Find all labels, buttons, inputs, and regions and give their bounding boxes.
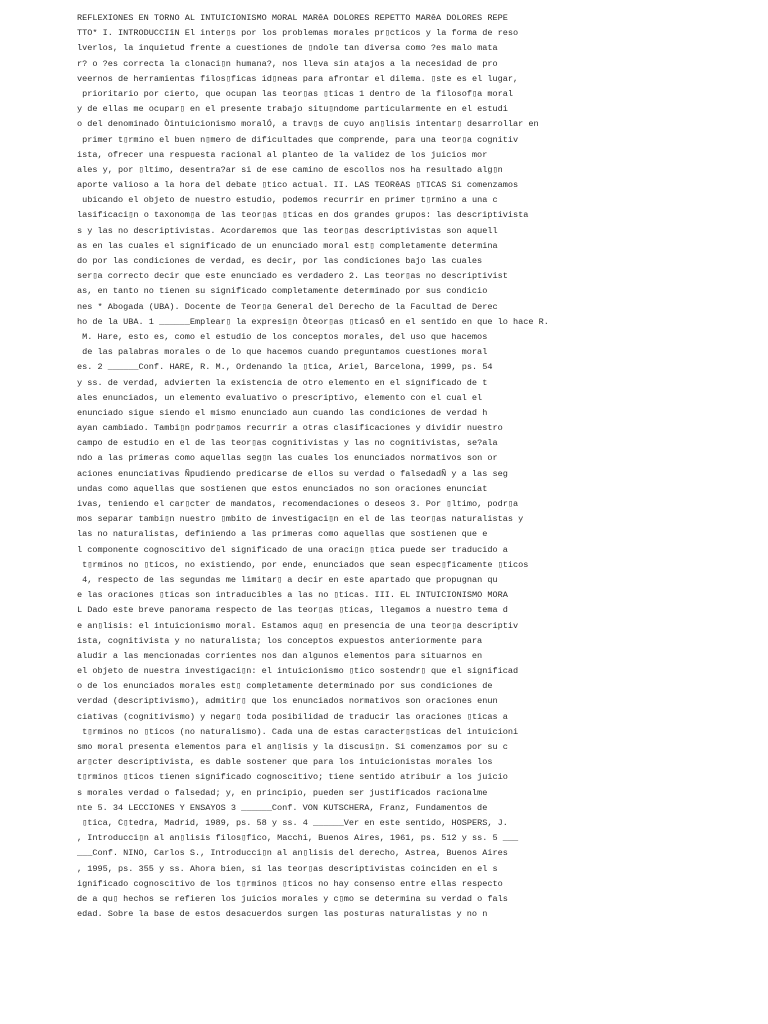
text-line: r? o ?es correcta la clonaci▯n humana?, nos lleva sin atajos a la necesidad de pro	[77, 58, 498, 69]
text-line: ista, cognitivista y no naturalista; los conceptos expuestos anteriormente para	[77, 635, 483, 646]
text-line: ayan cambiado. Tambi▯n podr▯amos recurrir a otras clasificaciones y dividir nuestro	[77, 423, 503, 434]
text-line: l componente cognoscitivo del significado de una oraci▯n ▯tica puede ser traducido a	[77, 544, 508, 555]
text-line: ales y, por ▯ltimo, desentra?ar si de ese camino de escollos nos ha resultado alg▯n	[77, 164, 503, 175]
text-line: as en las cuales el significado de un enunciado moral est▯ completamente determina	[77, 240, 498, 251]
text-line: 4, respecto de las segundas me limitar▯ a decir en este apartado que propugnan qu	[77, 574, 498, 585]
text-line: s morales verdad o falsedad; y, en principio, pueden ser justificados racionalme	[77, 787, 488, 798]
text-line: prioritario por cierto, que ocupan las teor▯as ▯ticas 1 dentro de la filosof▯a moral	[77, 88, 514, 99]
text-line: t▯rminos no ▯ticos, no existiendo, por ende, enunciados que sean espec▯ficamente ▯ticos	[77, 559, 529, 570]
text-line: e las oraciones ▯ticas son intraducibles a las no ▯ticas. III. EL INTUICIONISMO MORA	[77, 590, 508, 601]
text-line: lasificaci▯n o taxonom▯a de las teor▯as ▯ticas en dos grandes grupos: las descriptivista	[77, 210, 529, 221]
text-line: REFLEXIONES EN TORNO AL INTUICIONISMO MORAL MARêA DOLORES REPETTO MARêA DOLORES REPE	[77, 13, 508, 23]
text-line: as, en tanto no tienen su significado completamente determinado por sus condicio	[77, 286, 488, 297]
text-line: ubicando el objeto de nuestro estudio, podemos recurrir en primer t▯rmino a una c	[77, 195, 498, 206]
text-line: edad. Sobre la base de estos desacuerdos surgen las posturas naturalistas y no n	[77, 909, 488, 920]
text-line: t▯rminos no ▯ticos (no naturalismo). Cada una de estas caracter▯sticas del intuicioni	[77, 726, 519, 737]
text-line: ar▯cter descriptivista, es dable sostener que para los intuicionistas morales los	[77, 757, 493, 768]
text-line: smo moral presenta elementos para el an▯lisis y la discusi▯n. Si comenzamos por su c	[77, 742, 508, 752]
text-line: ndo a las primeras como aquellas seg▯n las cuales los enunciados normativos son or	[77, 453, 498, 464]
text-line: el objeto de nuestra investigaci▯n: el intuicionismo ▯tico sostendr▯ que el significad	[77, 666, 519, 677]
text-line: L Dado este breve panorama respecto de las teor▯as ▯ticas, llegamos a nuestro tema d	[77, 605, 508, 616]
text-line: o del denominado Òintuicionismo moralÓ, a trav▯s de cuyo an▯lisis intentar▯ desarrollar en	[77, 119, 539, 130]
text-line: de las palabras morales o de lo que hacemos cuando preguntamos cuestiones moral	[77, 347, 488, 358]
text-line: enunciado sigue siendo el mismo enunciado aun cuando las condiciones de verdad h	[77, 407, 488, 418]
text-line: ales enunciados, un elemento evaluativo o prescriptivo, elemento con el cual el	[77, 392, 483, 403]
text-line: y ss. de verdad, advierten la existencia de otro elemento en el significado de t	[77, 377, 488, 388]
text-line: ivas, teniendo el car▯cter de mandatos, recomendaciones o deseos 3. Por ▯ltimo, podr▯a	[77, 499, 519, 509]
text-line: ho de la UBA. 1 ______Emplear▯ la expresi▯n Òteor▯as ▯ticasÓ en el sentido en que lo hace R.	[77, 316, 549, 327]
body-text	[77, 11, 767, 922]
text-line: t▯rminos ▯ticos tienen significado cognoscitivo; tiene sentido atribuir a los juicio	[77, 772, 508, 783]
text-line: , 1995, ps. 355 y ss. Ahora bien, si las teor▯as descriptivistas coinciden en el s	[77, 863, 498, 874]
text-line: ___Conf. NINO, Carlos S., Introducci▯n al an▯lisis del derecho, Astrea, Buenos Aires	[77, 848, 508, 859]
text-line: aludir a las mencionadas corrientes nos dan algunos elementos para situarnos en	[77, 650, 483, 661]
text-line: ▯tica, C▯tedra, Madrid, 1989, ps. 58 y ss. 4 ______Ver en este sentido, HOSPERS, J.	[77, 817, 508, 828]
text-line: verdad (descriptivismo), admitir▯ que los enunciados normativos son oraciones enun	[77, 696, 498, 707]
text-line: ser▯a correcto decir que este enunciado es verdadero 2. Las teor▯as no descriptivist	[77, 271, 508, 282]
text-line: s y las no descriptivistas. Acordaremos que las teor▯as descriptivistas son aquell	[77, 225, 498, 236]
text-line: veernos de herramientas filos▯ficas id▯neas para afrontar el dilema. ▯ste es el lugar,	[77, 73, 519, 84]
text-line: campo de estudio en el de las teor▯as cognitivistas y las no cognitivistas, se?ala	[77, 438, 498, 449]
text-line: ista, ofrecer una respuesta racional al planteo de la validez de los juicios mor	[77, 149, 488, 160]
text-line: nes * Abogada (UBA). Docente de Teor▯a General del Derecho de la Facultad de Derec	[77, 301, 498, 312]
text-line: undas como aquellas que sostienen que estos enunciados no son oraciones enunciat	[77, 483, 488, 494]
text-line: do por las condiciones de verdad, es decir, por las condiciones bajo las cuales	[77, 256, 483, 266]
text-line: e an▯lisis: el intuicionismo moral. Estamos aqu▯ en presencia de una teor▯a descriptiv	[77, 620, 519, 631]
text-line: es. 2 ______Conf. HARE, R. M., Ordenando la ▯tica, Ariel, Barcelona, 1999, ps. 54	[77, 362, 493, 373]
text-line: de a qu▯ hechos se refieren los juicios morales y c▯mo se determina su verdad o fals	[77, 893, 508, 904]
text-line: ignificado cognoscitivo de los t▯rminos ▯ticos no hay consenso entre ellas respecto	[77, 878, 503, 889]
text-line: o de los enunciados morales est▯ completamente determinado por sus condiciones de	[77, 681, 493, 692]
text-line: M. Hare, esto es, como el estudio de los conceptos morales, del uso que hacemos	[77, 331, 488, 342]
text-line: nte 5. 34 LECCIONES Y ENSAYOS 3 ______Conf. VON KUTSCHERA, Franz, Fundamentos de	[77, 802, 488, 813]
text-line: aciones enunciativas Ñpudiendo predicarse de ellos su verdad o falsedadÑ y a las seg	[77, 468, 508, 479]
text-line: mos separar tambi▯n nuestro ▯mbito de investigaci▯n en el de las teor▯as naturalistas y	[77, 514, 524, 525]
text-line: ciativas (cognitivismo) y negar▯ toda posibilidad de traducir las oraciones ▯ticas a	[77, 711, 508, 722]
text-line: las no naturalistas, definiendo a las primeras como aquellas que sostienen que e	[77, 529, 488, 540]
text-line: aporte valioso a la hora del debate ▯tico actual. II. LAS TEORêAS ▯TICAS Si comenzamos	[77, 180, 519, 191]
text-line: primer t▯rmino el buen n▯mero de dificultades que comprende, para una teor▯a cognitiv	[77, 134, 519, 145]
text-line: y de ellas me ocupar▯ en el presente trabajo situ▯ndome particularmente en el estudi	[77, 104, 508, 115]
text-line: , Introducci▯n al an▯lisis filos▯fico, Macchi, Buenos Aires, 1961, ps. 512 y ss. 5 ___	[77, 833, 519, 844]
text-line: lverlos, la inquietud frente a cuestiones de ▯ndole tan diversa como ?es malo mata	[77, 43, 498, 54]
text-line: TTO* I. INTRODUCCIîN El inter▯s por los problemas morales pr▯cticos y la forma de reso	[77, 28, 519, 39]
